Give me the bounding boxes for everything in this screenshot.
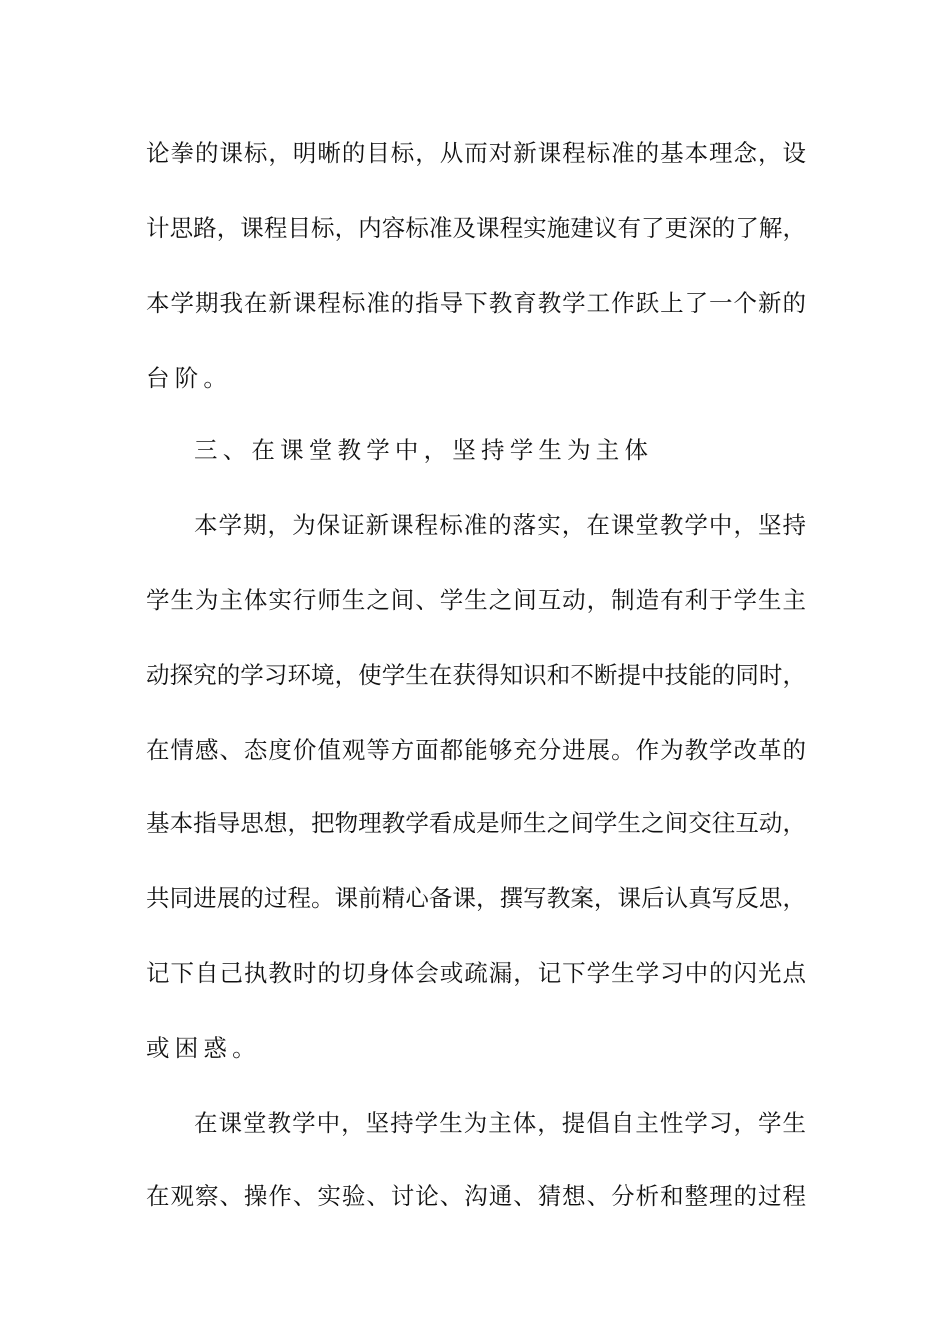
- paragraph-line: 在观察、操作、实验、讨论、沟通、猜想、分析和整理的过程: [146, 1182, 806, 1210]
- paragraph-line: 学生为主体实行师生之间、学生之间互动，制造有利于学生主: [146, 586, 806, 614]
- paragraph-line: 基本指导思想，把物理教学看成是师生之间学生之间交往互动，: [146, 809, 806, 837]
- paragraph-line: 记下自己执教时的切身体会或疏漏，记下学生学习中的闪光点: [146, 959, 806, 987]
- section-heading: 三、在课堂教学中，坚持学生为主体: [194, 436, 654, 464]
- paragraph-line: 论拳的课标，明晰的目标，从而对新课程标准的基本理念，设: [146, 139, 806, 167]
- paragraph-line: 计思路，课程目标，内容标准及课程实施建议有了更深的了解，: [146, 214, 806, 242]
- paragraph-line: 或困惑。: [146, 1034, 261, 1062]
- paragraph-line: 共同进展的过程。课前精心备课，撰写教案，课后认真写反思，: [146, 884, 806, 912]
- paragraph-line: 在课堂教学中，坚持学生为主体，提倡自主性学习，学生: [194, 1109, 806, 1137]
- paragraph-line: 本学期我在新课程标准的指导下教育教学工作跃上了一个新的: [146, 289, 806, 317]
- paragraph-line: 本学期，为保证新课程标准的落实，在课堂教学中，坚持: [194, 511, 806, 539]
- paragraph-line: 在情感、态度价值观等方面都能够充分进展。作为教学改革的: [146, 736, 806, 764]
- paragraph-line: 动探究的学习环境，使学生在获得知识和不断提中技能的同时，: [146, 661, 806, 689]
- paragraph-line: 台阶。: [146, 364, 233, 392]
